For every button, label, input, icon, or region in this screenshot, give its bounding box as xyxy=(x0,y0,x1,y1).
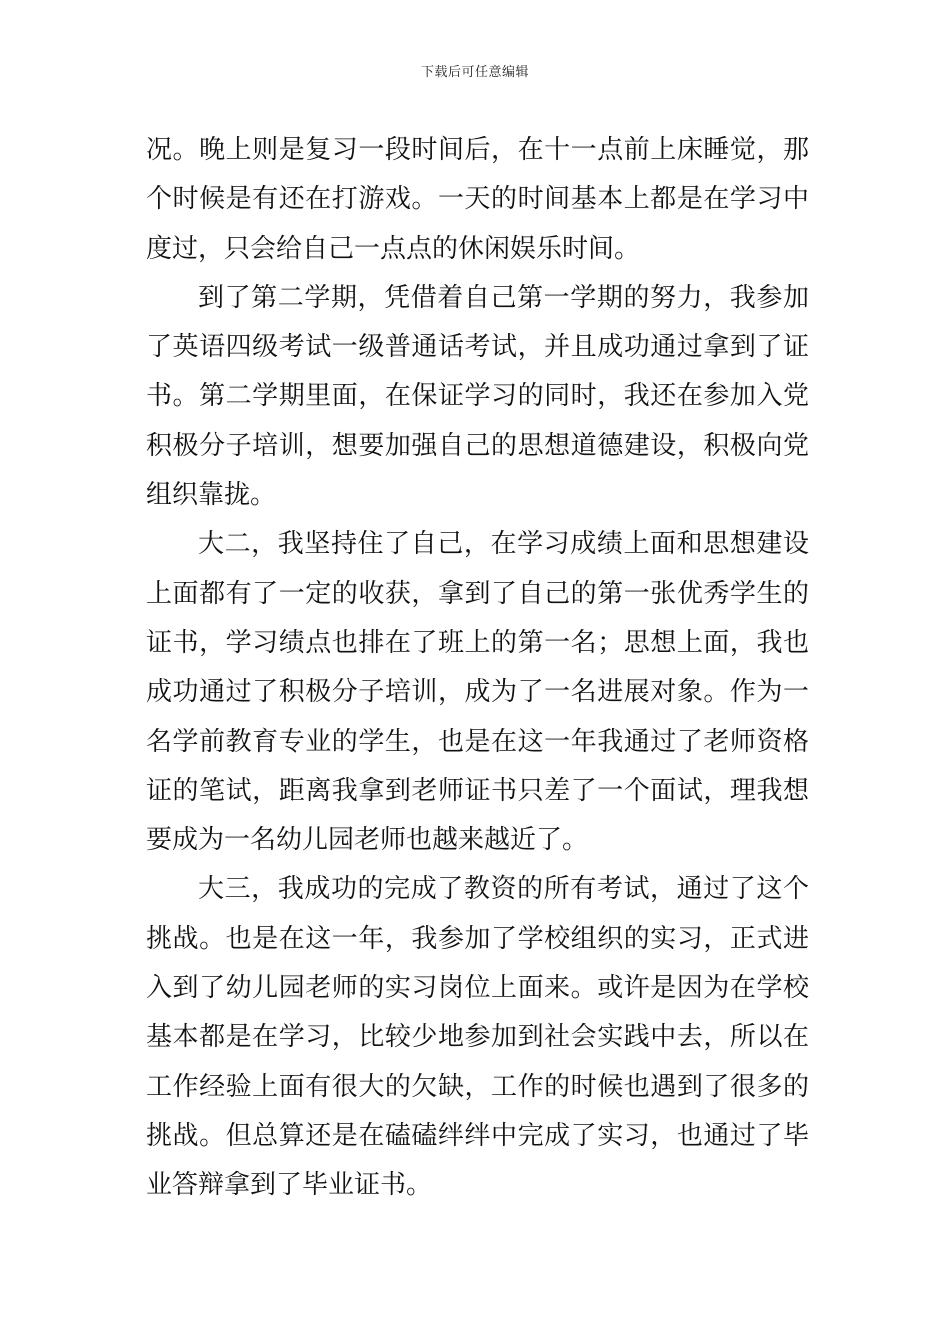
text-line: 证书，学习绩点也排在了班上的第一名；思想上面，我也 xyxy=(146,627,809,658)
text-line: 度过，只会给自己一点点的休闲娱乐时间。 xyxy=(146,233,641,264)
document-body xyxy=(146,126,809,1211)
paragraph-4 xyxy=(146,865,809,1210)
text-line: 证的笔试，距离我拿到老师证书只差了一个面试，理我想 xyxy=(146,775,809,806)
text-line: 要成为一名幼儿园老师也越来越近了。 xyxy=(146,825,589,856)
text-line: 大三，我成功的完成了教资的所有考试，通过了这个 xyxy=(198,874,809,905)
text-line: 名学前教育专业的学生，也是在这一年我通过了老师资格 xyxy=(146,726,809,757)
paragraph-1 xyxy=(146,126,809,274)
text-line: 成功通过了积极分子培训，成为了一名进展对象。作为一 xyxy=(146,677,809,708)
text-line: 挑战。但总算还是在磕磕绊绊中完成了实习，也通过了毕 xyxy=(146,1120,809,1151)
page-header: 下载后可任意编辑 xyxy=(420,65,529,80)
text-line: 上面都有了一定的收获，拿到了自己的第一张优秀学生的 xyxy=(146,578,809,609)
text-line: 业答辩拿到了毕业证书。 xyxy=(146,1170,433,1201)
text-line: 挑战。也是在这一年，我参加了学校组织的实习，正式进 xyxy=(146,923,809,954)
text-line: 况。晚上则是复习一段时间后，在十一点前上床睡觉，那 xyxy=(146,135,809,165)
paragraph-2 xyxy=(146,274,809,520)
paragraph-3 xyxy=(146,520,809,865)
text-line: 工作经验上面有很大的欠缺，工作的时候也遇到了很多的 xyxy=(146,1071,809,1102)
text-line: 了英语四级考试一级普通话考试，并且成功通过拿到了证 xyxy=(146,332,809,363)
text-line: 个时候是有还在打游戏。一天的时间基本上都是在学习中 xyxy=(146,184,809,215)
text-line: 组织靠拢。 xyxy=(146,480,277,511)
text-line: 大二，我坚持住了自己，在学习成绩上面和思想建设 xyxy=(198,529,809,560)
text-line: 入到了幼儿园老师的实习岗位上面来。或许是因为在学校 xyxy=(146,973,809,1004)
text-line: 书。第二学期里面，在保证学习的同时，我还在参加入党 xyxy=(146,381,809,412)
text-line: 到了第二学期，凭借着自己第一学期的努力，我参加 xyxy=(198,282,809,313)
text-line: 积极分子培训，想要加强自己的思想道德建设，积极向党 xyxy=(146,430,809,461)
text-line: 基本都是在学习，比较少地参加到社会实践中去，所以在 xyxy=(146,1022,809,1053)
